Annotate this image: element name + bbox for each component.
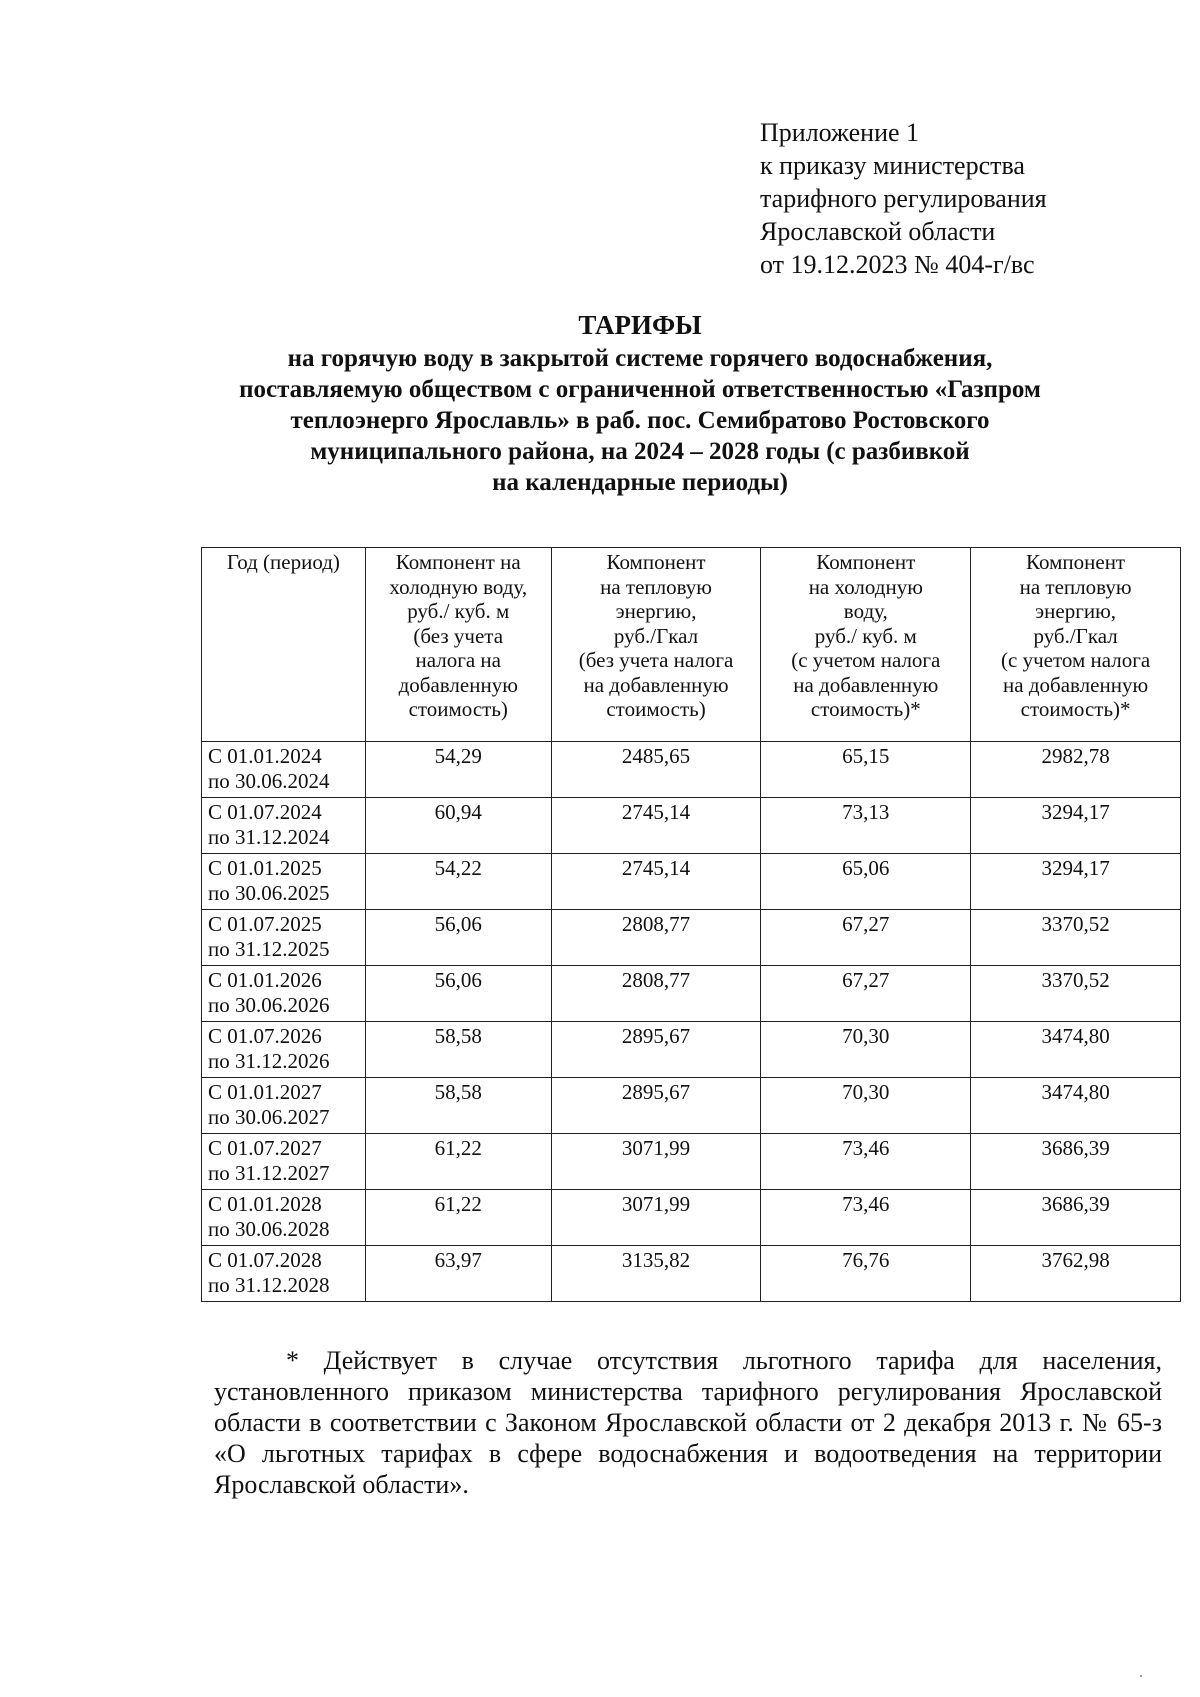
period-cell <box>202 1078 366 1134</box>
table-row <box>202 1246 1181 1302</box>
title-line: муниципального района, на 2024 – 2028 годы (с разбивкой <box>310 438 970 465</box>
period-cell <box>202 1134 366 1190</box>
value-cell: 60,94 <box>365 798 551 854</box>
value-cell: 3135,82 <box>551 1246 761 1302</box>
column-header-line: Компонент <box>816 550 916 574</box>
column-header-line: (без учета налога <box>578 648 734 672</box>
value-cell: 2982,78 <box>971 742 1181 798</box>
table-row <box>202 1190 1181 1246</box>
value-cell: 2808,77 <box>551 910 761 966</box>
value-cell: 61,22 <box>365 1134 551 1190</box>
column-header <box>761 548 971 742</box>
period-cell <box>202 1190 366 1246</box>
value-cell: 61,22 <box>365 1190 551 1246</box>
column-header-line: на тепловую <box>600 574 712 599</box>
title-line: на горячую воду в закрытой системе горячего водоснабжения, <box>287 345 993 372</box>
table-row <box>202 742 1181 798</box>
column-header-line: руб./ куб. м <box>814 623 917 648</box>
period-to: по 31.12.2027 <box>208 1160 330 1185</box>
value-cell: 3294,17 <box>971 798 1181 854</box>
value-cell: 56,06 <box>365 966 551 1022</box>
value-cell: 3474,80 <box>971 1078 1181 1134</box>
title-line: на календарные периоды) <box>492 469 788 496</box>
period-from: С 01.07.2028 <box>208 1248 322 1272</box>
value-cell: 73,46 <box>761 1190 971 1246</box>
value-cell: 2895,67 <box>551 1078 761 1134</box>
appendix-line: к приказу министерства <box>760 151 1025 180</box>
footnote-text: * Действует в случае отсутствия льготного тарифа для населения, установленного приказом министерства тарифного регулирования Ярославской области в соответствии с Законом Ярославской области от 2 декабря 2013 г. № 65-з «О льготных тарифах в сфере водоснабжения и водоотведения на территории Ярославской области». <box>214 1346 1162 1499</box>
value-cell: 3762,98 <box>971 1246 1181 1302</box>
value-cell: 2485,65 <box>551 742 761 798</box>
period-to: по 31.12.2026 <box>208 1048 330 1073</box>
title-line: поставляемую обществом с ограниченной ответственностью «Газпром <box>239 376 1041 403</box>
value-cell: 2745,14 <box>551 854 761 910</box>
column-header-line: стоимость)* <box>810 697 921 721</box>
column-header-line: (с учетом налога <box>1001 648 1151 672</box>
column-header-line: стоимость)* <box>1020 697 1131 721</box>
period-from: С 01.01.2027 <box>208 1080 322 1104</box>
value-cell: 2745,14 <box>551 798 761 854</box>
period-to: по 31.12.2025 <box>208 936 330 961</box>
column-header-line: Компонент <box>606 550 706 574</box>
value-cell: 67,27 <box>761 910 971 966</box>
value-cell: 73,46 <box>761 1134 971 1190</box>
column-header-line: Компонент <box>1026 550 1126 574</box>
column-header <box>971 548 1181 742</box>
footnote <box>214 1345 1162 1500</box>
period-to: по 31.12.2028 <box>208 1272 330 1297</box>
column-header-line: на добавленную <box>583 672 729 697</box>
table-row <box>202 910 1181 966</box>
value-cell: 70,30 <box>761 1078 971 1134</box>
period-to: по 30.06.2024 <box>208 768 330 793</box>
period-to: по 30.06.2027 <box>208 1104 330 1129</box>
period-from: С 01.01.2028 <box>208 1192 322 1216</box>
column-header-line: на холодную <box>808 574 923 599</box>
column-header-line: холодную воду, <box>389 574 528 599</box>
value-cell: 2895,67 <box>551 1022 761 1078</box>
period-to: по 30.06.2028 <box>208 1216 330 1241</box>
column-header-line: Год (период) <box>226 550 340 574</box>
period-cell <box>202 742 366 798</box>
value-cell: 65,06 <box>761 854 971 910</box>
appendix-line: Приложение 1 <box>760 118 920 147</box>
table-row <box>202 1022 1181 1078</box>
tariff-table <box>201 547 1181 1302</box>
appendix-line: тарифного регулирования <box>760 184 1047 213</box>
table-row <box>202 1078 1181 1134</box>
table-row <box>202 1134 1181 1190</box>
value-cell: 73,13 <box>761 798 971 854</box>
column-header-line: воду, <box>843 599 888 623</box>
period-cell <box>202 1246 366 1302</box>
column-header-line: энергию, <box>615 599 697 623</box>
period-to: по 30.06.2026 <box>208 992 330 1017</box>
value-cell: 56,06 <box>365 910 551 966</box>
appendix-reference <box>760 116 1047 281</box>
column-header-line: на добавленную <box>1003 672 1149 697</box>
column-header-line: стоимость) <box>606 697 706 721</box>
column-header-line: (без учета <box>413 623 504 648</box>
column-header-line: руб./ куб. м <box>407 599 510 623</box>
table-row <box>202 798 1181 854</box>
period-cell <box>202 798 366 854</box>
document-title <box>200 310 1080 498</box>
title-main: ТАРИФЫ <box>578 310 702 340</box>
appendix-line: Ярославской области <box>760 217 996 246</box>
table-row <box>202 854 1181 910</box>
value-cell: 58,58 <box>365 1078 551 1134</box>
value-cell: 67,27 <box>761 966 971 1022</box>
value-cell: 3071,99 <box>551 1190 761 1246</box>
period-cell <box>202 966 366 1022</box>
table-row <box>202 966 1181 1022</box>
value-cell: 54,29 <box>365 742 551 798</box>
period-cell <box>202 1022 366 1078</box>
column-header-line: налога на <box>415 648 501 672</box>
value-cell: 3071,99 <box>551 1134 761 1190</box>
value-cell: 3370,52 <box>971 966 1181 1022</box>
column-header-line: руб./Гкал <box>1033 623 1118 648</box>
value-cell: 58,58 <box>365 1022 551 1078</box>
scan-speck <box>1140 1675 1142 1677</box>
title-line: теплоэнерго Ярославль» в раб. пос. Семибратово Ростовского <box>290 407 990 434</box>
value-cell: 3686,39 <box>971 1134 1181 1190</box>
period-from: С 01.07.2026 <box>208 1024 322 1048</box>
value-cell: 65,15 <box>761 742 971 798</box>
value-cell: 2808,77 <box>551 966 761 1022</box>
value-cell: 3474,80 <box>971 1022 1181 1078</box>
appendix-line: от 19.12.2023 № 404-г/вс <box>760 250 1035 279</box>
column-header-line: на тепловую <box>1019 574 1132 599</box>
column-header-line: стоимость) <box>408 697 508 721</box>
column-header-line: руб./Гкал <box>613 623 699 648</box>
value-cell: 54,22 <box>365 854 551 910</box>
column-header-line: энергию, <box>1035 599 1117 623</box>
value-cell: 3370,52 <box>971 910 1181 966</box>
period-cell <box>202 910 366 966</box>
column-header <box>365 548 551 742</box>
period-from: С 01.01.2025 <box>208 856 322 880</box>
period-to: по 30.06.2025 <box>208 880 330 905</box>
value-cell: 63,97 <box>365 1246 551 1302</box>
period-from: С 01.07.2025 <box>208 912 322 936</box>
period-from: С 01.07.2027 <box>208 1136 322 1160</box>
column-header <box>551 548 761 742</box>
period-from: С 01.07.2024 <box>208 800 322 824</box>
value-cell: 76,76 <box>761 1246 971 1302</box>
period-to: по 31.12.2024 <box>208 824 330 849</box>
column-header-line: на добавленную <box>793 672 939 697</box>
value-cell: 70,30 <box>761 1022 971 1078</box>
period-cell <box>202 854 366 910</box>
period-from: С 01.01.2024 <box>208 744 322 768</box>
period-from: С 01.01.2026 <box>208 968 322 992</box>
table-body <box>202 742 1181 1302</box>
column-header-period <box>202 548 366 742</box>
column-header-line: добавленную <box>398 672 518 697</box>
value-cell: 3686,39 <box>971 1190 1181 1246</box>
column-header-line: Компонент на <box>395 550 521 574</box>
column-header-line: (с учетом налога <box>791 648 941 672</box>
table-header-row <box>202 548 1181 742</box>
value-cell: 3294,17 <box>971 854 1181 910</box>
